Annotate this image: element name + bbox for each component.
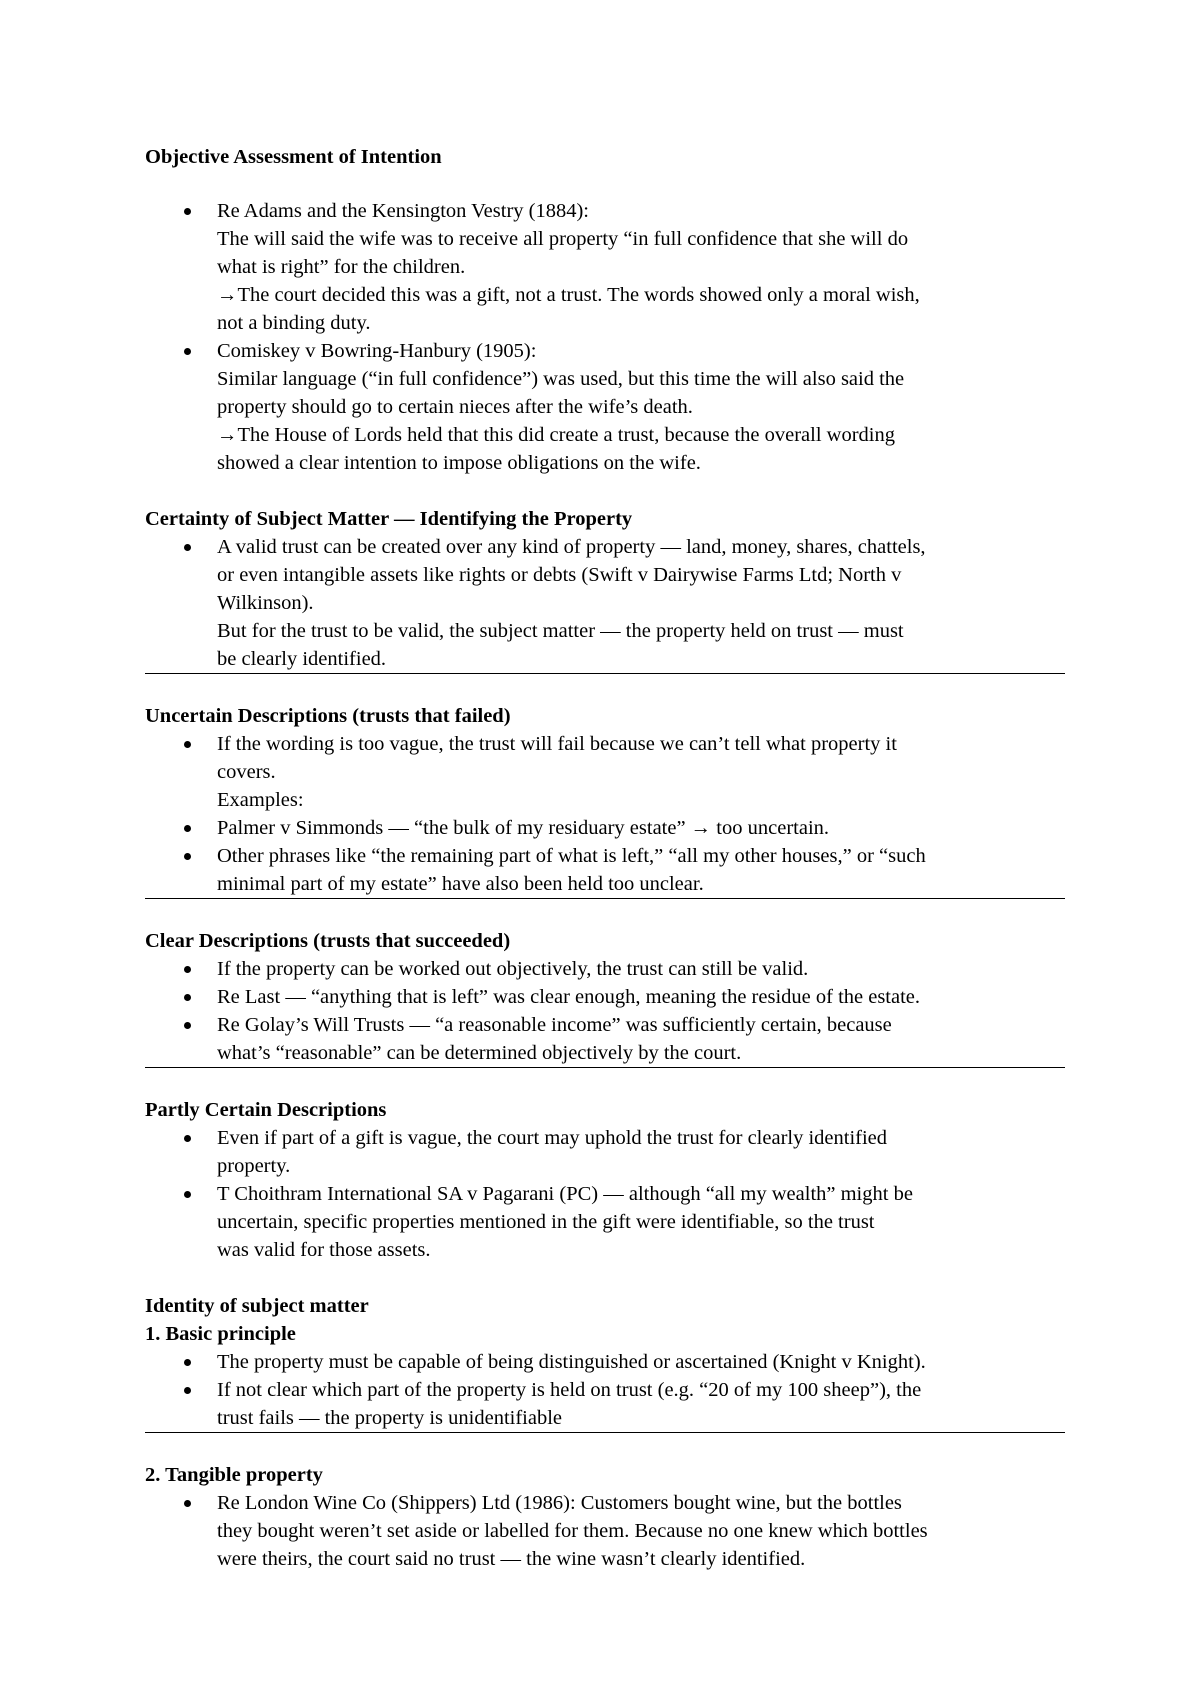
list-item: If the wording is too vague, the trust will fail because we can’t tell what property it covers. Examples: <box>145 730 1065 814</box>
list-item: T Choithram International SA v Pagarani (PC) — although “all my wealth” might be uncertain, specific properties mentioned in the gift were identifiable, so the trust was valid for those assets. <box>145 1180 1065 1264</box>
bullet-icon <box>184 994 191 1001</box>
bullet-list <box>145 730 1065 898</box>
list-item: Re Adams and the Kensington Vestry (1884): The will said the wife was to receive all property “in full confidence that she will do what is right” for the children. →The court decided this was a gift, not a trust. The words showed only a moral wish, not a binding duty. <box>145 197 1065 337</box>
list-item: If not clear which part of the property is held on trust (e.g. “20 of my 100 sheep”), the trust fails — the property is unidentifiable <box>145 1376 1065 1432</box>
section-subject-matter <box>145 505 1065 674</box>
bullet-icon <box>184 1022 191 1029</box>
section-tangible-property <box>145 1461 1065 1573</box>
section-subheading: 1. Basic principle <box>145 1323 296 1345</box>
bullet-list <box>145 1489 1065 1573</box>
bullet-icon <box>184 1387 191 1394</box>
section-partly-certain <box>145 1096 1065 1264</box>
bullet-icon <box>184 1135 191 1142</box>
section-clear-descriptions <box>145 927 1065 1068</box>
bullet-list <box>145 197 1065 477</box>
list-item: If the property can be worked out objectively, the trust can still be valid. <box>145 955 1065 983</box>
list-item: Re Golay’s Will Trusts — “a reasonable income” was sufficiently certain, because what’s “reasonable” can be determined objectively by the court. <box>145 1011 1065 1067</box>
document-page <box>145 143 1065 1573</box>
section-heading: Partly Certain Descriptions <box>145 1099 387 1121</box>
bullet-icon <box>184 208 191 215</box>
list-item: Even if part of a gift is vague, the court may uphold the trust for clearly identified property. <box>145 1124 1065 1180</box>
section-heading: Identity of subject matter <box>145 1295 369 1317</box>
bullet-icon <box>184 1500 191 1507</box>
bullet-list <box>145 533 1065 673</box>
bullet-list <box>145 1348 1065 1432</box>
bullet-icon <box>184 544 191 551</box>
section-heading: Objective Assessment of Intention <box>145 146 442 168</box>
bullet-icon <box>184 966 191 973</box>
section-heading: Certainty of Subject Matter — Identifying the Property <box>145 508 633 530</box>
bullet-icon <box>184 348 191 355</box>
list-item: Other phrases like “the remaining part of what is left,” “all my other houses,” or “such minimal part of my estate” have also been held too unclear. <box>145 842 1065 898</box>
list-item: Re Last — “anything that is left” was clear enough, meaning the residue of the estate. <box>145 983 1065 1011</box>
list-item: Re London Wine Co (Shippers) Ltd (1986): Customers bought wine, but the bottles they bought weren’t set aside or labelled for them. Because no one knew which bottles were theirs, the court said no trust — the wine wasn’t clearly identified. <box>145 1489 1065 1573</box>
list-item: A valid trust can be created over any kind of property — land, money, shares, chattels, or even intangible assets like rights or debts (Swift v Dairywise Farms Ltd; North v Wilkinson). But for the trust to be valid, the subject matter — the property held on trust — must be clearly identified. <box>145 533 1065 673</box>
bullet-icon <box>184 741 191 748</box>
bullet-list <box>145 1124 1065 1264</box>
section-heading: Clear Descriptions (trusts that succeeded) <box>145 930 511 952</box>
bullet-icon <box>184 853 191 860</box>
section-identity-subject-matter <box>145 1292 1065 1433</box>
list-item: Palmer v Simmonds — “the bulk of my residuary estate” → too uncertain. <box>145 814 1065 842</box>
bullet-icon <box>184 1359 191 1366</box>
list-item: The property must be capable of being distinguished or ascertained (Knight v Knight). <box>145 1348 1065 1376</box>
section-objective-intention <box>145 143 1065 477</box>
section-heading: 2. Tangible property <box>145 1464 323 1486</box>
bullet-icon <box>184 825 191 832</box>
bullet-list <box>145 955 1065 1067</box>
section-heading: Uncertain Descriptions (trusts that failed) <box>145 705 511 727</box>
section-uncertain-descriptions <box>145 702 1065 899</box>
list-item: Comiskey v Bowring-Hanbury (1905): Similar language (“in full confidence”) was used, but this time the will also said the property should go to certain nieces after the wife’s death. →The House of Lords held that this did create a trust, because the overall wording showed a clear intention to impose obligations on the wife. <box>145 337 1065 477</box>
bullet-icon <box>184 1191 191 1198</box>
